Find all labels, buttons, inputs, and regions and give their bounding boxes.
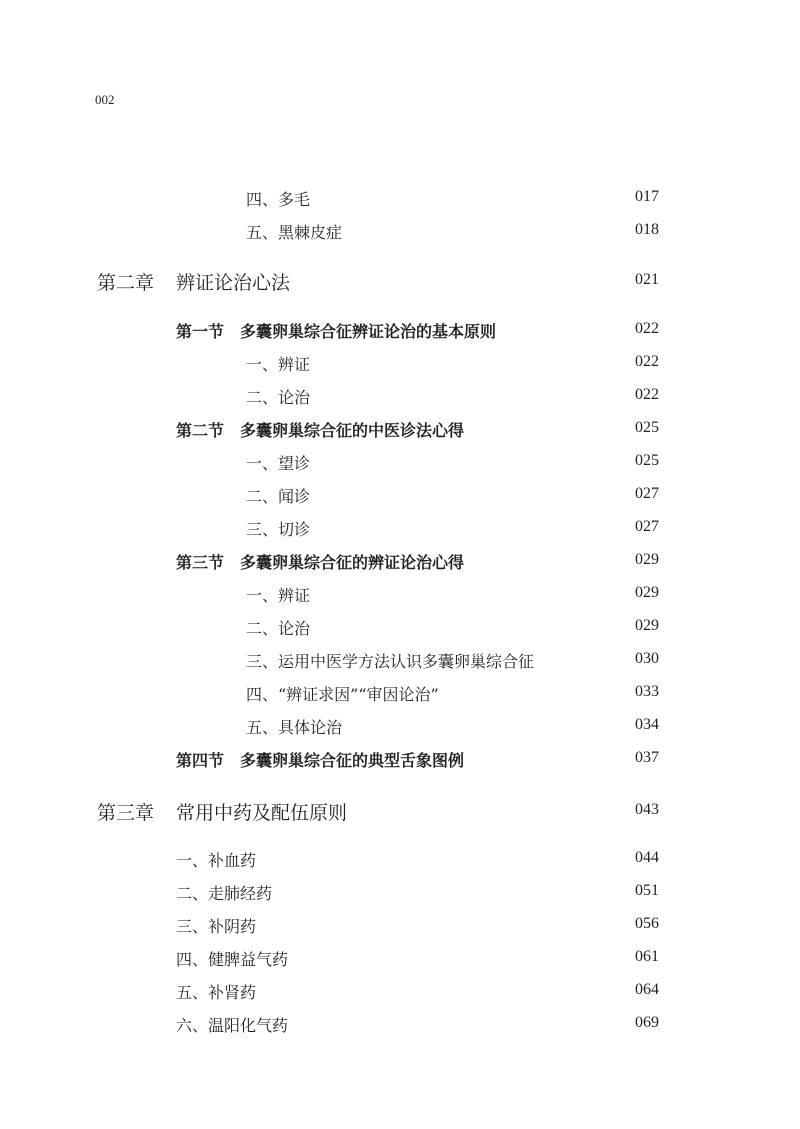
toc-item-title: 五、补肾药 [176, 983, 257, 1002]
toc-item[interactable] [0, 183, 800, 213]
section-number: 第三节 [176, 553, 225, 572]
toc-item-title: 三、补阴药 [176, 917, 257, 936]
toc-section[interactable] [0, 414, 800, 444]
toc-item-title: 一、望诊 [246, 454, 311, 473]
toc-page-number: 056 [635, 915, 659, 932]
toc-item[interactable] [0, 1009, 800, 1039]
toc-item[interactable] [0, 976, 800, 1006]
section-number: 第一节 [176, 322, 225, 341]
toc-section[interactable] [0, 744, 800, 774]
chapter-number: 第三章 [97, 802, 155, 824]
toc-item[interactable] [0, 711, 800, 741]
toc-page-number: 030 [635, 650, 659, 667]
section-title: 多囊卵巢综合征的辨证论治心得 [240, 553, 465, 572]
toc-item[interactable] [0, 612, 800, 642]
toc-page-number: 027 [635, 485, 659, 502]
toc-chapter[interactable] [0, 266, 800, 296]
toc-page-number: 044 [635, 849, 659, 866]
toc-item-title: 五、黑棘皮症 [246, 223, 343, 242]
toc-page-number: 022 [635, 386, 659, 403]
toc-page-number: 017 [635, 188, 659, 205]
toc-item-title: 二、论治 [246, 388, 311, 407]
section-title: 多囊卵巢综合征的典型舌象图例 [240, 751, 465, 770]
toc-item-title: 六、温阳化气药 [176, 1016, 289, 1035]
toc-item-title: 二、闻诊 [246, 487, 311, 506]
toc-item-title: 一、辨证 [246, 586, 311, 605]
toc-page-number: 069 [635, 1014, 659, 1031]
toc-item[interactable] [0, 480, 800, 510]
section-number: 第二节 [176, 421, 225, 440]
toc-chapter[interactable] [0, 796, 800, 826]
toc-item-title: 四、健脾益气药 [176, 950, 289, 969]
page-number: 002 [95, 92, 115, 107]
toc-item[interactable] [0, 216, 800, 246]
toc-page-number: 027 [635, 518, 659, 535]
toc-item-title: 一、辨证 [246, 355, 311, 374]
toc-page-number: 029 [635, 551, 659, 568]
toc-page-number: 051 [635, 882, 659, 899]
toc-page-number: 043 [635, 801, 659, 818]
toc-item[interactable] [0, 579, 800, 609]
toc-item[interactable] [0, 513, 800, 543]
section-title: 多囊卵巢综合征的中医诊法心得 [240, 421, 465, 440]
toc-item-title: 三、切诊 [246, 520, 311, 539]
toc-page-number: 025 [635, 452, 659, 469]
toc-item-title: 三、运用中医学方法认识多囊卵巢综合征 [246, 652, 535, 671]
chapter-title: 常用中药及配伍原则 [176, 802, 348, 824]
toc-item[interactable] [0, 447, 800, 477]
toc-item[interactable] [0, 678, 800, 708]
toc-section[interactable] [0, 546, 800, 576]
chapter-title: 辨证论治心法 [176, 272, 291, 294]
chapter-number: 第二章 [97, 272, 155, 294]
toc-page-number: 037 [635, 749, 659, 766]
toc-item[interactable] [0, 844, 800, 874]
toc-page-number: 021 [635, 271, 659, 288]
toc-item[interactable] [0, 910, 800, 940]
toc-page-number: 061 [635, 948, 659, 965]
toc-page-number: 022 [635, 353, 659, 370]
toc-section[interactable] [0, 315, 800, 345]
toc-item-title: 二、走肺经药 [176, 884, 273, 903]
toc-page-number: 064 [635, 981, 659, 998]
toc-page-number: 022 [635, 320, 659, 337]
toc-item-title: 四、多毛 [246, 190, 311, 209]
toc-item[interactable] [0, 943, 800, 973]
section-number: 第四节 [176, 751, 225, 770]
toc-page-number: 029 [635, 617, 659, 634]
toc-item[interactable] [0, 877, 800, 907]
toc-page-number: 033 [635, 683, 659, 700]
toc-page-number: 029 [635, 584, 659, 601]
toc-item[interactable] [0, 645, 800, 675]
section-title: 多囊卵巢综合征辨证论治的基本原则 [240, 322, 497, 341]
toc-page-number: 025 [635, 419, 659, 436]
toc-item-title: 五、具体论治 [246, 718, 343, 737]
toc-item-title: 二、论治 [246, 619, 311, 638]
toc-page-number: 034 [635, 716, 659, 733]
toc-item-title: 四、“辨证求因”“审因论治” [246, 685, 439, 704]
toc-page-number: 018 [635, 221, 659, 238]
toc-item[interactable] [0, 381, 800, 411]
toc-item-title: 一、补血药 [176, 851, 257, 870]
toc-item[interactable] [0, 348, 800, 378]
